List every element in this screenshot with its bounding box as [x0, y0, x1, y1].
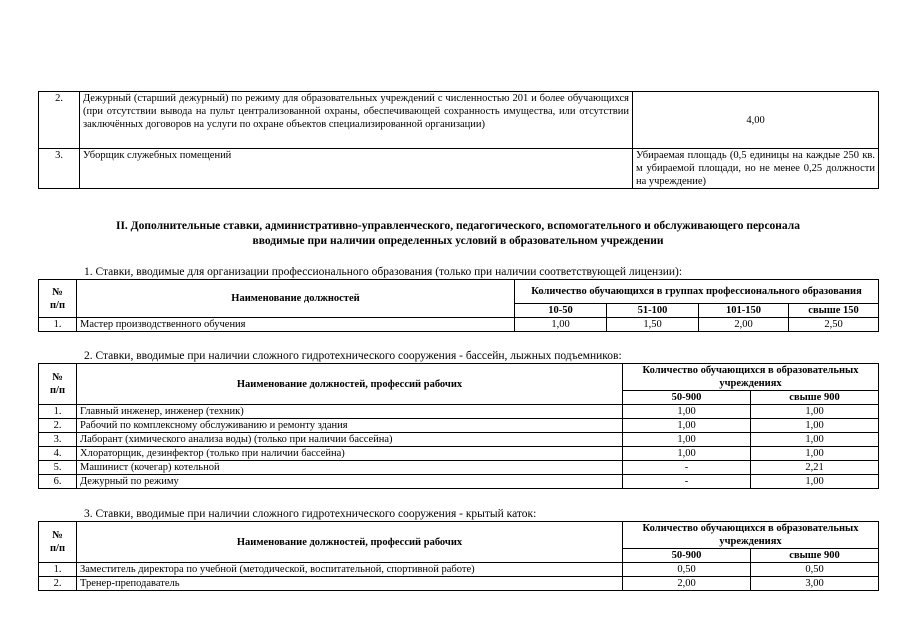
col-header-range: 51-100 [607, 304, 699, 318]
col-header-group: Количество обучающихся в образовательных учреждениях [623, 522, 879, 549]
rate-value: 1,00 [623, 419, 751, 433]
rate-value: 1,00 [623, 447, 751, 461]
table1-caption: 1. Ставки, вводимые для организации профессионального образования (только при наличии соответствующей лицензии): [84, 266, 683, 278]
position-name: Лаборант (химического анализа воды) (только при наличии бассейна) [77, 433, 623, 447]
table-row [39, 149, 879, 189]
col-header-number: № п/п [39, 364, 77, 405]
table-row [39, 318, 879, 332]
rate-value: 1,00 [623, 433, 751, 447]
rate-value: 2,00 [623, 577, 751, 591]
header-row [39, 522, 879, 549]
rate-value: 1,00 [751, 433, 879, 447]
rate-value: 2,50 [789, 318, 879, 332]
row-number: 4. [39, 447, 77, 461]
col-header-range: свыше 900 [751, 549, 879, 563]
col-header-range: 50-900 [623, 391, 751, 405]
table-row [39, 419, 879, 433]
rate-value: 2,21 [751, 461, 879, 475]
header-row [39, 280, 879, 304]
col-header-name: Наименование должностей [77, 280, 515, 318]
row-number: 1. [39, 318, 77, 332]
row-number: 3. [39, 433, 77, 447]
row-number: 5. [39, 461, 77, 475]
position-name: Уборщик служебных помещений [80, 149, 633, 189]
table2-caption: 2. Ставки, вводимые при наличии сложного гидротехнического сооружения - бассейн, лыжных подъемников: [84, 350, 622, 362]
position-name: Тренер-преподаватель [77, 577, 623, 591]
position-name: Рабочий по комплексному обслуживанию и ремонту здания [77, 419, 623, 433]
rate-value: 1,00 [751, 447, 879, 461]
rate-value: 0,50 [623, 563, 751, 577]
position-name: Главный инженер, инженер (техник) [77, 405, 623, 419]
rate-value: 1,50 [607, 318, 699, 332]
table-row [39, 447, 879, 461]
position-name: Дежурный по режиму [77, 475, 623, 489]
rate-value: 3,00 [751, 577, 879, 591]
row-number: 2. [39, 577, 77, 591]
table-row [39, 475, 879, 489]
table-row [39, 92, 879, 149]
ice-rink-table [38, 521, 879, 591]
table3-caption: 3. Ставки, вводимые при наличии сложного гидротехнического сооружения - крытый каток: [84, 508, 537, 520]
section-title [38, 219, 878, 249]
header-row [39, 364, 879, 391]
col-header-range: 101-150 [699, 304, 789, 318]
row-number: 2. [39, 92, 80, 149]
rate-value: Убираемая площадь (0,5 единицы на каждые 250 кв. м убираемой площади, но не менее 0,25 должности на учреждение) [633, 149, 879, 189]
rate-value: 4,00 [633, 92, 879, 149]
col-header-range: 10-50 [515, 304, 607, 318]
professional-education-table [38, 279, 879, 332]
row-number: 1. [39, 563, 77, 577]
rate-value: 1,00 [623, 405, 751, 419]
rate-value: 2,00 [699, 318, 789, 332]
col-header-group: Количество обучающихся в образовательных учреждениях [623, 364, 879, 391]
row-number: 3. [39, 149, 80, 189]
col-header-group: Количество обучающихся в группах профессионального образования [515, 280, 879, 304]
table-row [39, 563, 879, 577]
section-title-line2: вводимые при наличии определенных условий в образовательном учреждении [252, 235, 664, 247]
position-name: Заместитель директора по учебной (методической, воспитательной, спортивной работе) [77, 563, 623, 577]
rate-value: 1,00 [751, 475, 879, 489]
table-row [39, 433, 879, 447]
rate-value: 1,00 [515, 318, 607, 332]
top-staff-table [38, 91, 879, 189]
position-name: Дежурный (старший дежурный) по режиму для образовательных учреждений с численностью 201 и более обучающихся (при отсутствии вывода на пульт централизованной охраны, обеспечивающей сохранность имущества, или отсутствии заключённых договоров на услуги по охране объектов специализированной организации) [80, 92, 633, 149]
table-row [39, 577, 879, 591]
position-name: Мастер производственного обучения [77, 318, 515, 332]
pool-lifts-table [38, 363, 879, 489]
position-name: Машинист (кочегар) котельной [77, 461, 623, 475]
position-name: Хлораторщик, дезинфектор (только при наличии бассейна) [77, 447, 623, 461]
row-number: 6. [39, 475, 77, 489]
rate-value: 1,00 [751, 405, 879, 419]
table-row [39, 461, 879, 475]
row-number: 2. [39, 419, 77, 433]
col-header-name: Наименование должностей, профессий рабочих [77, 364, 623, 405]
rate-value: 0,50 [751, 563, 879, 577]
col-header-range: свыше 150 [789, 304, 879, 318]
col-header-range: свыше 900 [751, 391, 879, 405]
rate-value: - [623, 475, 751, 489]
rate-value: - [623, 461, 751, 475]
section-title-line1: II. Дополнительные ставки, административно-управленческого, педагогического, вспомогательного и обслуживающего персонала [115, 220, 800, 232]
rate-value: 1,00 [751, 419, 879, 433]
col-header-number: № п/п [39, 522, 77, 563]
row-number: 1. [39, 405, 77, 419]
col-header-name: Наименование должностей, профессий рабочих [77, 522, 623, 563]
table-row [39, 405, 879, 419]
col-header-range: 50-900 [623, 549, 751, 563]
col-header-number: № п/п [39, 280, 77, 318]
